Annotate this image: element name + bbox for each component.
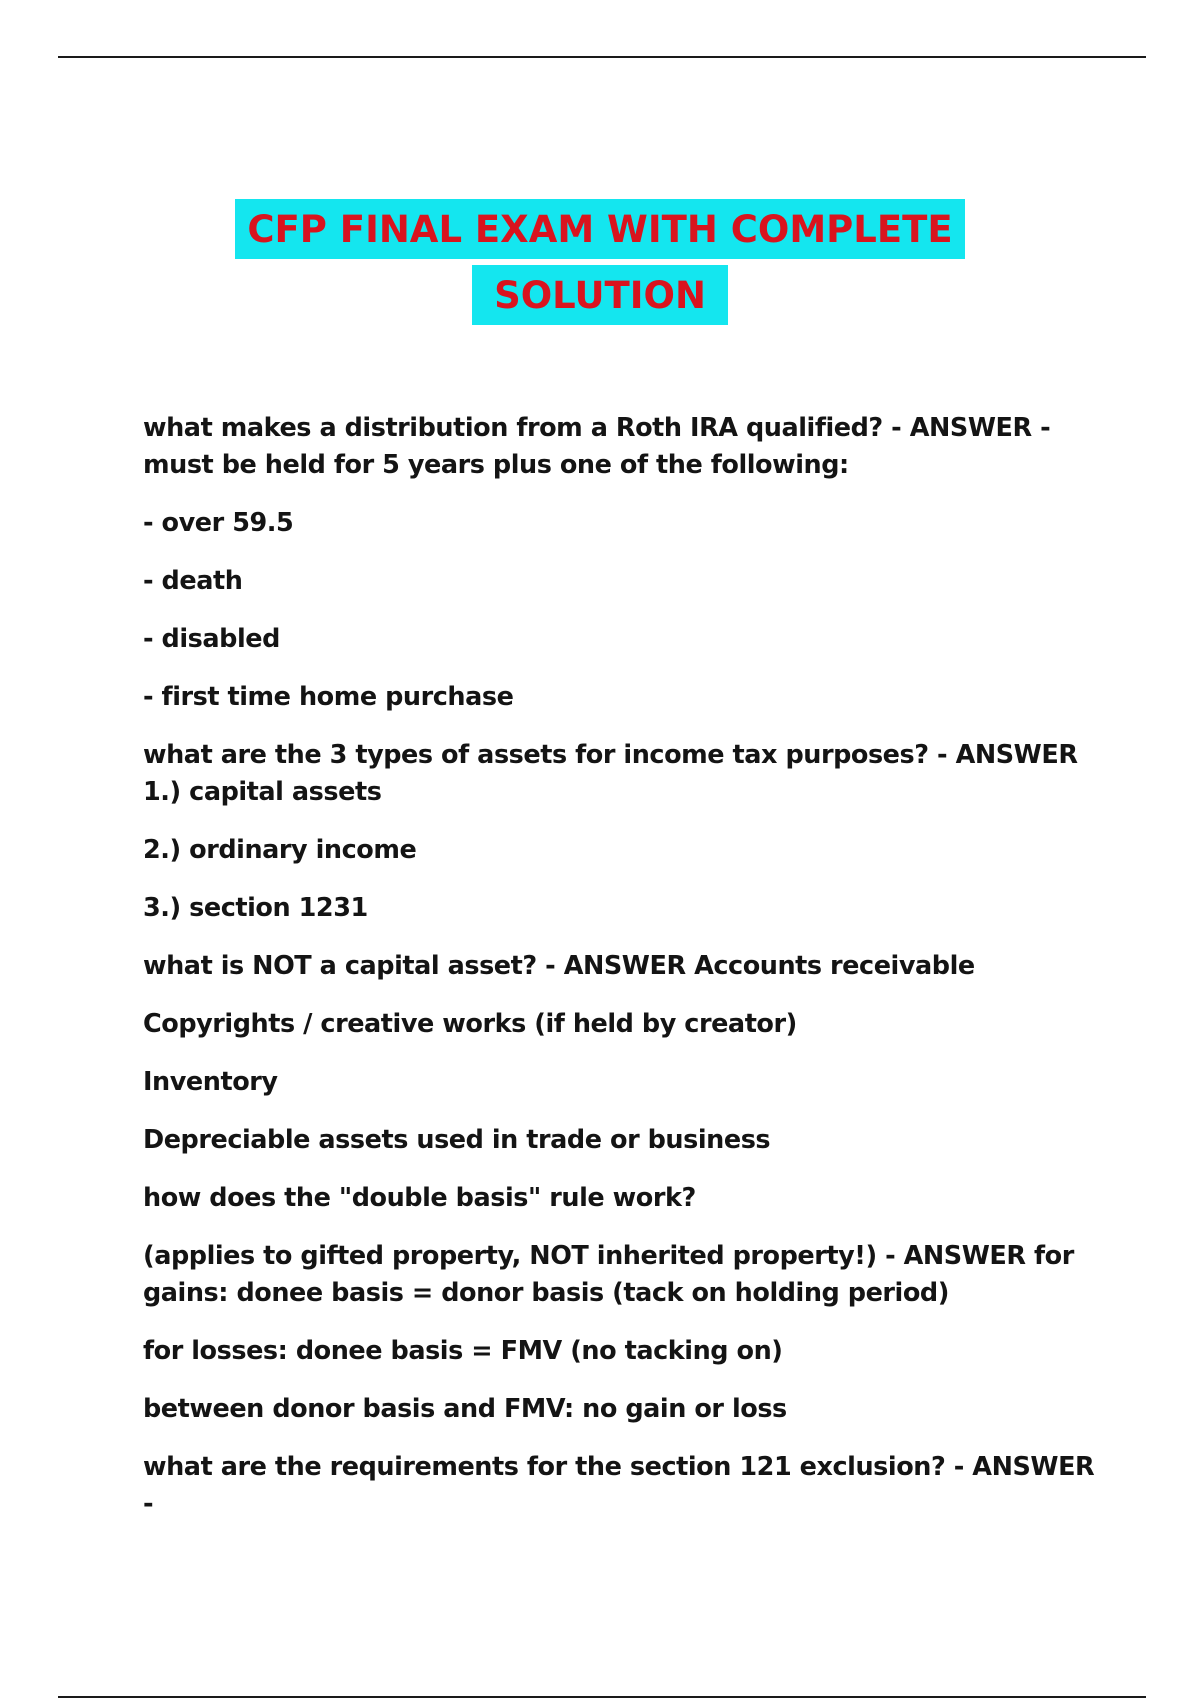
paragraph-roth-question: what makes a distribution from a Roth IRA qualified? - ANSWER - must be held for 5 years plus one of the following: xyxy=(143,413,1051,480)
list-item: between donor basis and FMV: no gain or loss xyxy=(143,1394,787,1424)
list-item: Inventory xyxy=(143,1067,278,1097)
paragraph-capital-asset-question: what is NOT a capital asset? - ANSWER Accounts receivable xyxy=(143,951,975,981)
footer-rule xyxy=(58,1696,1146,1698)
list-item: 2.) ordinary income xyxy=(143,835,417,865)
list-item: - over 59.5 xyxy=(143,508,294,538)
document-title xyxy=(0,198,1200,330)
paragraph-asset-types-question: what are the 3 types of assets for income tax purposes? - ANSWER 1.) capital assets xyxy=(143,740,1078,807)
document-body xyxy=(143,410,1103,1544)
list-item: Copyrights / creative works (if held by creator) xyxy=(143,1009,797,1039)
header-rule xyxy=(58,56,1146,58)
title-line-2: SOLUTION xyxy=(472,265,728,325)
paragraph-section-121-question: what are the requirements for the section 121 exclusion? - ANSWER - xyxy=(143,1452,1095,1519)
paragraph-double-basis-question: how does the "double basis" rule work? xyxy=(143,1183,696,1213)
list-item: - first time home purchase xyxy=(143,682,514,712)
list-item: for losses: donee basis = FMV (no tacking on) xyxy=(143,1336,783,1366)
paragraph-double-basis-answer: (applies to gifted property, NOT inherited property!) - ANSWER for gains: donee basis = donor basis (tack on holding period) xyxy=(143,1241,1074,1308)
title-line-1: CFP FINAL EXAM WITH COMPLETE xyxy=(235,199,964,259)
list-item: - disabled xyxy=(143,624,280,654)
list-item: - death xyxy=(143,566,243,596)
list-item: 3.) section 1231 xyxy=(143,893,368,923)
list-item: Depreciable assets used in trade or business xyxy=(143,1125,771,1155)
